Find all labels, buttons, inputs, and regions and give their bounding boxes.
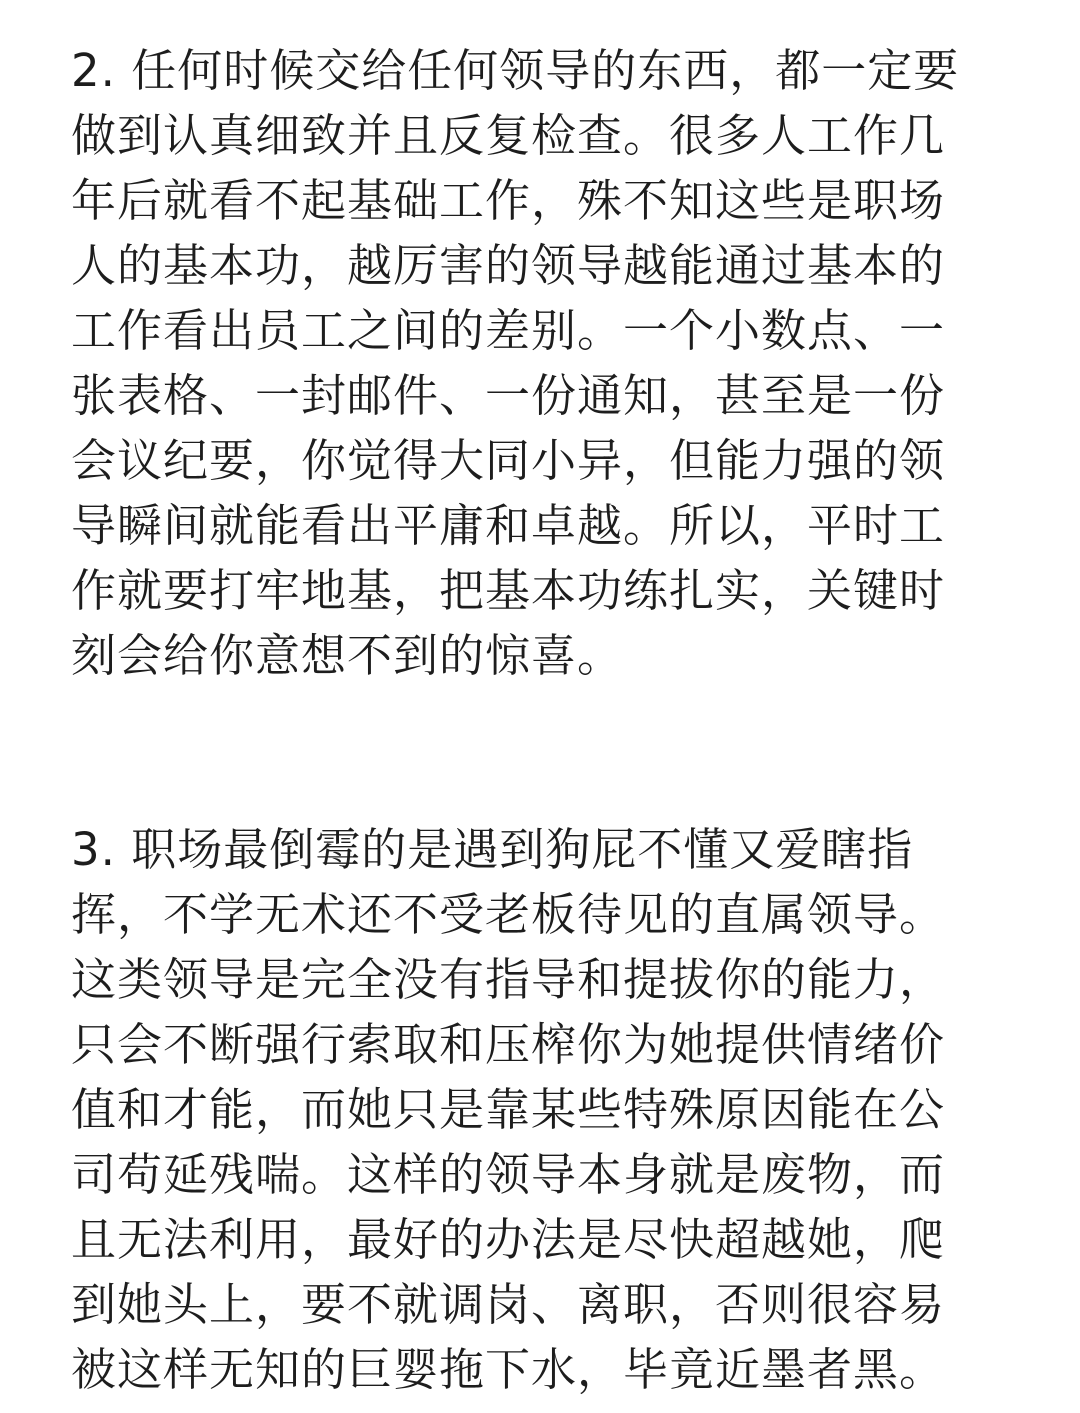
text-line: 这类领导是完全没有指导和提拔你的能力，: [71, 953, 946, 1006]
text-line: 人的基本功，越厉害的领导越能通过基本的: [71, 239, 946, 292]
text-line: 值和才能，而她只是靠某些特殊原因能在公: [71, 1083, 946, 1136]
text-line: 会议纪要，你觉得大同小异，但能力强的领: [71, 434, 946, 487]
text-line: 做到认真细致并且反复检查。很多人工作几: [71, 109, 946, 162]
text-line: 张表格、一封邮件、一份通知，甚至是一份: [71, 369, 946, 422]
text-line: 司苟延残喘。这样的领导本身就是废物，而: [71, 1148, 946, 1201]
paragraph-item-2: [71, 38, 1011, 688]
text-line: 导瞬间就能看出平庸和卓越。所以，平时工: [71, 499, 946, 552]
paragraph-item-3: [71, 817, 1011, 1402]
text-line: 挥，不学无术还不受老板待见的直属领导。: [71, 888, 946, 941]
text-line: 作就要打牢地基，把基本功练扎实，关键时: [71, 564, 946, 617]
text-line: 3. 职场最倒霉的是遇到狗屁不懂又爱瞎指: [71, 823, 914, 876]
text-line: 被这样无知的巨婴拖下水，毕竟近墨者黑。: [71, 1343, 946, 1396]
text-line: 到她头上，要不就调岗、离职，否则很容易: [71, 1278, 946, 1331]
text-line: 年后就看不起基础工作，殊不知这些是职场: [71, 174, 946, 227]
text-line: 且无法利用，最好的办法是尽快超越她，爬: [71, 1213, 946, 1266]
article-body: [71, 38, 1011, 1402]
text-line: 只会不断强行索取和压榨你为她提供情绪价: [71, 1018, 946, 1071]
text-line: 刻会给你意想不到的惊喜。: [71, 629, 624, 682]
text-line: 2. 任何时候交给任何领导的东西，都一定要: [71, 44, 960, 97]
text-line: 工作看出员工之间的差别。一个小数点、一: [71, 304, 946, 357]
